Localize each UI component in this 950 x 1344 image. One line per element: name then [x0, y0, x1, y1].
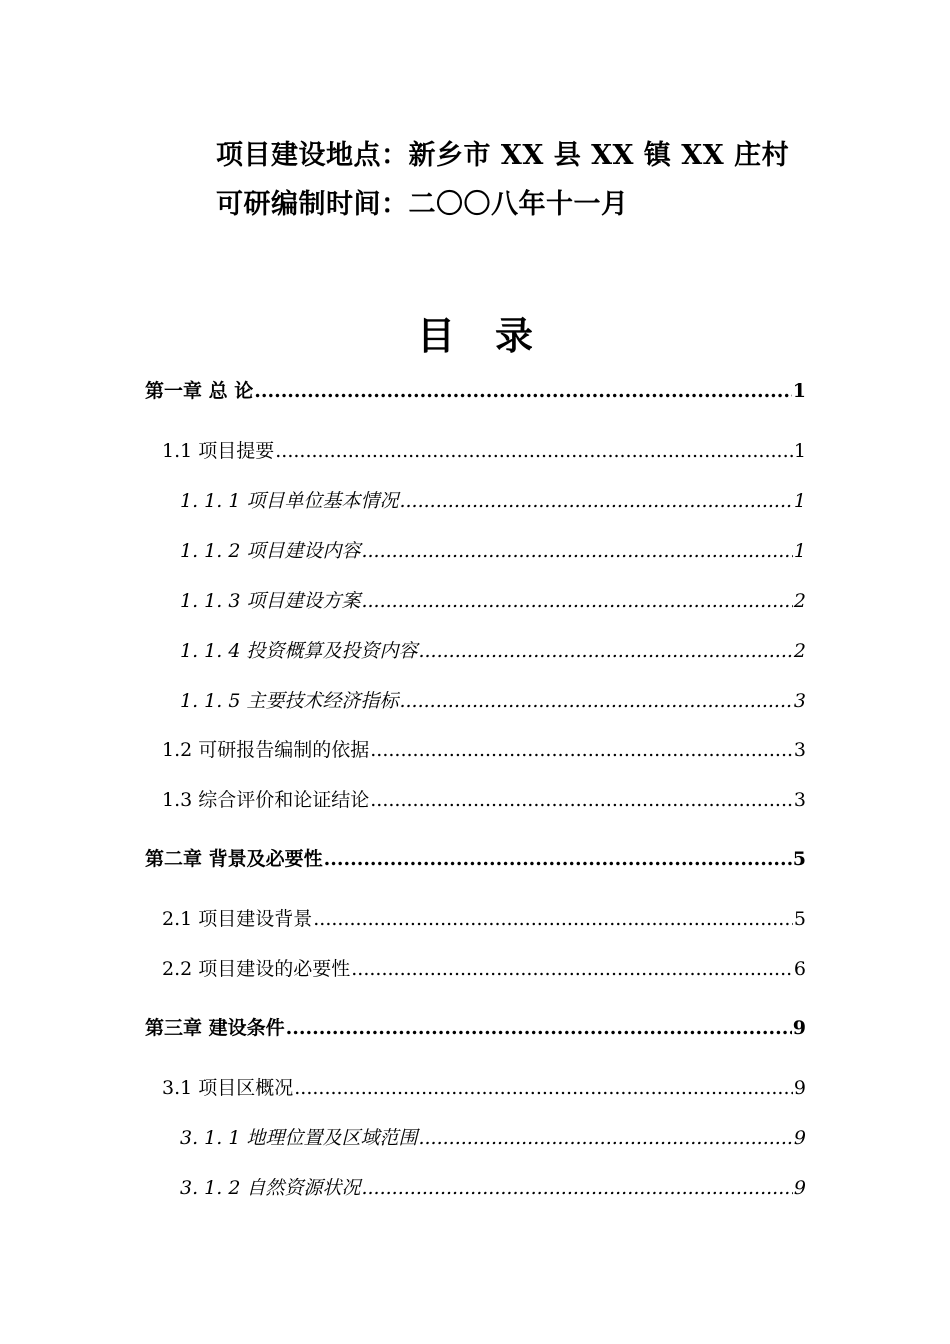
- toc-leader-dots: [254, 378, 792, 404]
- toc-entry-page: 9: [793, 1177, 806, 1199]
- toc-entry-chapter-2[interactable]: [145, 846, 806, 872]
- toc-entry-3-1-2[interactable]: [180, 1175, 806, 1201]
- toc-entry-3-1-1[interactable]: [180, 1125, 806, 1151]
- toc-entry-page: 5: [792, 848, 806, 870]
- toc-leader-dots: [324, 846, 792, 872]
- toc-entry-page: 3: [793, 690, 806, 712]
- toc-entry-page: 9: [792, 1017, 806, 1039]
- toc-leader-dots: [399, 488, 792, 514]
- toc-entry-label: 2.2 项目建设的必要性: [162, 958, 351, 980]
- toc-entry-chapter-1[interactable]: [145, 378, 806, 404]
- toc-entry-page: 2: [793, 640, 806, 662]
- toc-entry-label: 1. 1. 2 项目建设内容: [180, 540, 361, 562]
- toc-leader-dots: [370, 737, 793, 763]
- toc-leader-dots: [313, 906, 793, 932]
- toc-entry-1-1-1[interactable]: [180, 488, 806, 514]
- toc-entry-3-1[interactable]: [162, 1075, 806, 1101]
- toc-entry-1-3[interactable]: [162, 787, 806, 813]
- toc-entry-label: 2.1 项目建设背景: [162, 908, 313, 930]
- toc-entry-label: 1.3 综合评价和论证结论: [162, 789, 370, 811]
- toc-entry-page: 3: [793, 789, 806, 811]
- toc-entry-2-2[interactable]: [162, 956, 806, 982]
- toc-leader-dots: [418, 638, 792, 664]
- toc-entry-label: 第一章 总 论: [145, 380, 254, 402]
- toc-entry-label: 1. 1. 1 项目单位基本情况: [180, 490, 399, 512]
- toc-leader-dots: [418, 1125, 792, 1151]
- toc-entry-1-1-4[interactable]: [180, 638, 806, 664]
- toc-entry-label: 第三章 建设条件: [145, 1017, 285, 1039]
- toc-entry-label: 1. 1. 4 投资概算及投资内容: [180, 640, 418, 662]
- toc-entry-label: 1.1 项目提要: [162, 440, 275, 462]
- toc-entry-label: 1. 1. 5 主要技术经济指标: [180, 690, 399, 712]
- toc-leader-dots: [286, 1015, 792, 1041]
- toc-leader-dots: [351, 956, 793, 982]
- toc-leader-dots: [370, 787, 793, 813]
- toc-entry-label: 3.1 项目区概况: [162, 1077, 294, 1099]
- toc-entry-1-1-5[interactable]: [180, 688, 806, 714]
- toc-title: 目录: [416, 313, 573, 358]
- toc-entry-page: 9: [793, 1127, 806, 1149]
- toc-leader-dots: [361, 588, 792, 614]
- toc-entry-chapter-3[interactable]: [145, 1015, 806, 1041]
- toc-leader-dots: [361, 1175, 792, 1201]
- toc-entry-page: 3: [793, 739, 806, 761]
- toc-entry-page: 1: [792, 380, 806, 402]
- toc-entry-label: 1. 1. 3 项目建设方案: [180, 590, 361, 612]
- toc-leader-dots: [275, 438, 793, 464]
- toc-entry-page: 5: [793, 908, 806, 930]
- toc-entry-label: 3. 1. 1 地理位置及区域范围: [180, 1127, 418, 1149]
- project-location-line: 项目建设地点：新乡市 XX 县 XX 镇 XX 庄村: [216, 140, 790, 171]
- toc-leader-dots: [399, 688, 792, 714]
- toc-entry-label: 3. 1. 2 自然资源状况: [180, 1177, 361, 1199]
- toc-entry-1-2[interactable]: [162, 737, 806, 763]
- toc-leader-dots: [294, 1075, 793, 1101]
- toc-entry-1-1-2[interactable]: [180, 538, 806, 564]
- toc-leader-dots: [361, 538, 792, 564]
- report-date-line: 可研编制时间：二〇〇八年十一月: [216, 189, 629, 220]
- toc-entry-page: 6: [793, 958, 806, 980]
- toc-entry-page: 1: [793, 440, 806, 462]
- toc-entry-label: 第二章 背景及必要性: [145, 848, 323, 870]
- toc-entry-page: 1: [793, 540, 806, 562]
- toc-entry-1-1[interactable]: [162, 438, 806, 464]
- toc-entry-page: 1: [793, 490, 806, 512]
- toc-entry-page: 9: [793, 1077, 806, 1099]
- toc-entry-2-1[interactable]: [162, 906, 806, 932]
- toc-entry-1-1-3[interactable]: [180, 588, 806, 614]
- toc-entry-page: 2: [793, 590, 806, 612]
- toc-entry-label: 1.2 可研报告编制的依据: [162, 739, 370, 761]
